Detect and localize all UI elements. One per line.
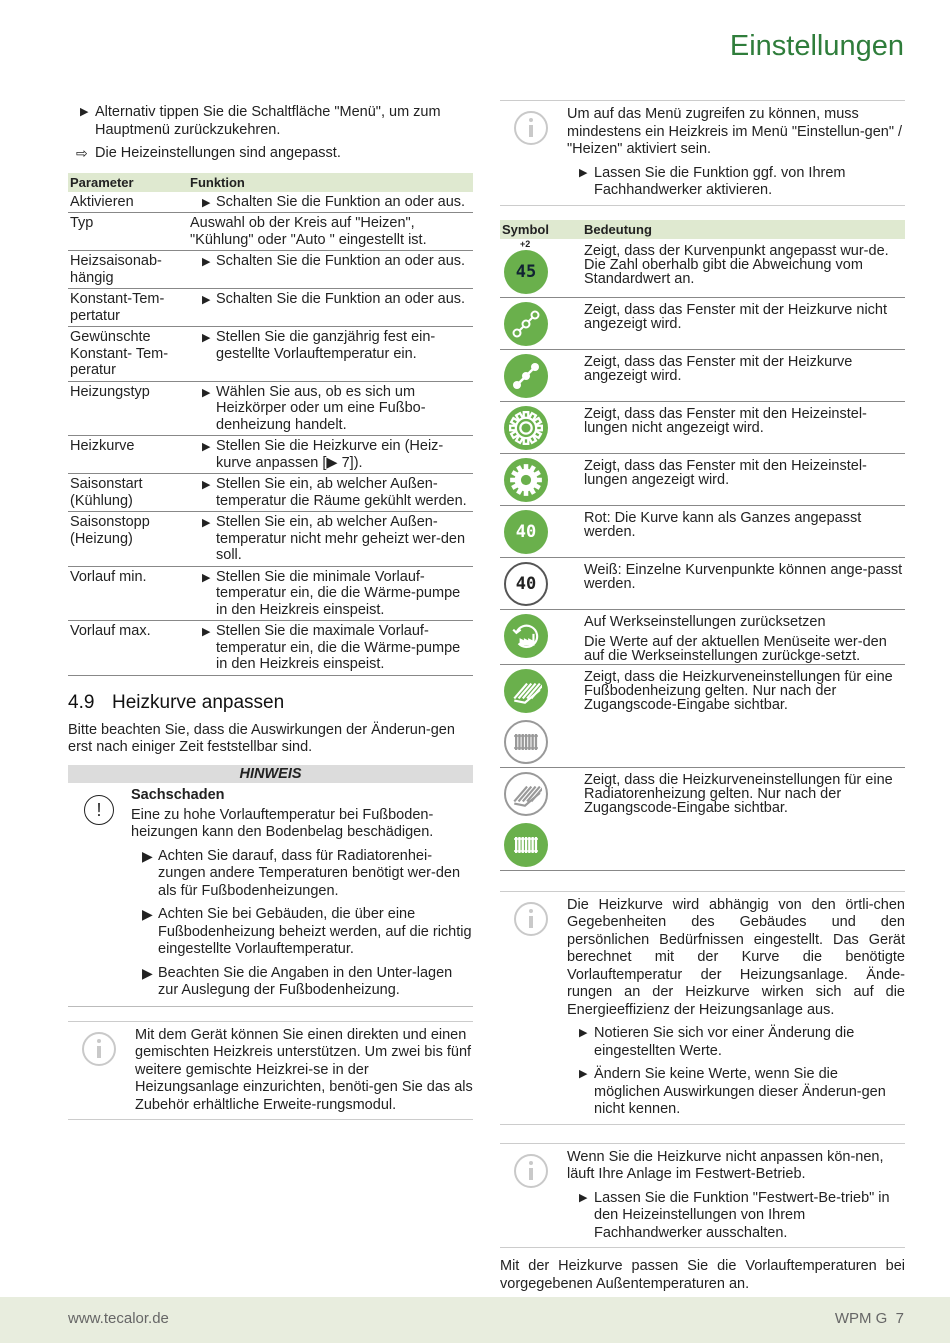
function-cell bbox=[188, 621, 473, 676]
function-bullet bbox=[190, 569, 471, 619]
triangle-bullet-icon: ▶ bbox=[202, 386, 211, 399]
triangle-bullet-icon: ▶ bbox=[202, 479, 211, 491]
curve-outline-icon bbox=[504, 302, 548, 346]
curve-point-icon bbox=[504, 250, 548, 294]
table-row bbox=[500, 505, 905, 557]
radiator-icon bbox=[504, 823, 548, 867]
symbol-table bbox=[500, 220, 905, 871]
info-icon bbox=[82, 1032, 116, 1066]
symbol-cell bbox=[500, 716, 582, 768]
function-cell bbox=[188, 474, 473, 512]
hinweis-box bbox=[68, 783, 473, 1007]
triangle-bullet-icon: ▶ bbox=[579, 1027, 588, 1039]
meaning-cell bbox=[582, 716, 905, 768]
table-row bbox=[68, 566, 473, 621]
symbol-cell bbox=[500, 664, 582, 716]
function-bullet bbox=[190, 253, 471, 270]
closing-text: Mit der Heizkurve passen Sie die Vorlauftemperaturen bei vorgegebenen Außentemperaturen an. bbox=[500, 1258, 905, 1292]
result-arrow-icon: ⇨ bbox=[76, 145, 88, 161]
white-40-icon bbox=[504, 562, 548, 606]
function-text: Schalten Sie die Funktion an oder aus. bbox=[216, 193, 466, 210]
info-bullet: ▶ Ändern Sie keine Werte, wenn Sie die möglichen Auswirkungen dieser Änderun-gen nicht kennen. bbox=[579, 1066, 886, 1117]
parameter-cell: Saisonstopp (Heizung) bbox=[68, 512, 188, 567]
parameter-cell: Vorlauf min. bbox=[68, 566, 188, 621]
gear-outline-icon bbox=[504, 406, 548, 450]
table-row bbox=[68, 381, 473, 436]
table-row bbox=[500, 297, 905, 349]
info-text: Um auf das Menü zugreifen zu können, muss mindestens ein Heizkreis im Menü "Einstellun-gen" / "Heizen" aktiviert sein. bbox=[567, 106, 903, 157]
meaning-text: Zeigt, dass das Fenster mit den Heizeinstel-lungen nicht angezeigt wird. bbox=[584, 405, 867, 436]
function-cell bbox=[188, 289, 473, 327]
table-row bbox=[500, 239, 905, 298]
symbol-cell bbox=[500, 453, 582, 505]
triangle-bullet-icon: ▶ bbox=[202, 256, 211, 268]
exclamation-icon: ! bbox=[84, 795, 114, 825]
symbol-cell bbox=[500, 609, 582, 664]
function-bullet bbox=[190, 291, 471, 308]
meaning-text: Zeigt, dass die Heizkurveneinstellungen für eine Fußbodenheizung gelten. Nur nach der Zugangscode-Eingabe sichtbar. bbox=[584, 668, 893, 713]
info-bullet: ▶ Lassen Sie die Funktion "Festwert-Be-trieb" in den Heizeinstellungen von Ihrem Fachhandwerker ausschalten. bbox=[579, 1189, 890, 1241]
parameter-cell: Heizungstyp bbox=[68, 381, 188, 436]
radiator-inactive-icon bbox=[504, 720, 548, 764]
meaning-text: Auf Werkseinstellungen zurücksetzen bbox=[584, 613, 826, 630]
meaning-cell bbox=[582, 297, 905, 349]
meaning-cell bbox=[582, 349, 905, 401]
info-text: Wenn Sie die Heizkurve nicht anpassen kön-nen, läuft Ihre Anlage im Festwert-Betrieb. bbox=[567, 1148, 884, 1182]
table-header-parameter: Parameter bbox=[68, 173, 188, 192]
table-row bbox=[68, 474, 473, 512]
triangle-bullet-icon: ▶ bbox=[202, 441, 211, 453]
function-text: Stellen Sie die ganzjährig fest ein-gestellte Vorlauftemperatur ein. bbox=[216, 329, 436, 362]
meaning-cell bbox=[582, 819, 905, 871]
parameter-cell: Heizkurve bbox=[68, 436, 188, 474]
function-bullet bbox=[190, 329, 471, 362]
parameter-cell: Vorlauf max. bbox=[68, 621, 188, 676]
function-cell bbox=[188, 436, 473, 474]
triangle-bullet-icon: ▶ bbox=[202, 517, 211, 529]
gear-filled-icon bbox=[504, 458, 548, 502]
footer bbox=[0, 1297, 950, 1343]
symbol-cell bbox=[500, 349, 582, 401]
meaning-cell bbox=[582, 767, 905, 819]
table-row bbox=[68, 512, 473, 567]
triangle-bullet-icon: ▶ bbox=[202, 196, 211, 209]
meaning-cell bbox=[582, 664, 905, 716]
triangle-bullet-icon: ▶ bbox=[142, 964, 153, 981]
meaning-cell bbox=[582, 401, 905, 453]
meaning-text: Zeigt, dass das Fenster mit der Heizkurve angezeigt wird. bbox=[584, 353, 853, 384]
section-text: Bitte beachten Sie, dass die Auswirkungen der Änderun-gen erst nach einiger Zeit feststellbar sind. bbox=[68, 721, 455, 755]
function-text: Stellen Sie die maximale Vorlauf-temperatur ein, die die Wärme-pumpe in den Heizkreis einspeist. bbox=[216, 623, 461, 672]
function-cell bbox=[188, 251, 473, 289]
table-header-bedeutung: Bedeutung bbox=[582, 220, 905, 239]
table-row bbox=[500, 349, 905, 401]
table-row bbox=[68, 213, 473, 251]
hinweis-bullet: ▶ Achten Sie darauf, dass für Radiatorenhei-zungen andere Temperaturen benötigt wer-den als für Fußbodenheizungen. bbox=[142, 847, 461, 899]
symbol-cell bbox=[500, 297, 582, 349]
function-cell bbox=[188, 381, 473, 436]
symbol-cell bbox=[500, 557, 582, 609]
triangle-bullet-icon: ▶ bbox=[80, 106, 89, 118]
function-text: Stellen Sie ein, ab welcher Außen-temperatur die Räume gekühlt werden. bbox=[216, 476, 467, 509]
function-cell bbox=[188, 327, 473, 382]
triangle-bullet-icon: ▶ bbox=[579, 166, 588, 179]
table-row bbox=[68, 327, 473, 382]
function-bullet bbox=[190, 194, 471, 211]
meaning-text-detail: Die Werte auf der aktuellen Menüseite wer-den auf die Werkseinstellungen zurückge-setzt. bbox=[584, 633, 887, 664]
meaning-cell bbox=[582, 557, 905, 609]
parameter-cell: Aktivieren bbox=[68, 192, 188, 213]
footer-page-info bbox=[835, 1310, 904, 1327]
section-heading bbox=[68, 692, 473, 714]
table-row bbox=[500, 716, 905, 768]
info-icon bbox=[514, 902, 548, 936]
table-row bbox=[68, 289, 473, 327]
symbol-number: 45 bbox=[515, 261, 537, 282]
parameter-cell: Heizsaisonab-hängig bbox=[68, 251, 188, 289]
function-text: Wählen Sie aus, ob es sich um Heizkörper oder um eine Fußbo-denheizung handelt. bbox=[216, 383, 426, 433]
function-text: Schalten Sie die Funktion an oder aus. bbox=[216, 253, 466, 269]
function-text: Schalten Sie die Funktion an oder aus. bbox=[216, 291, 466, 307]
table-row bbox=[68, 621, 473, 676]
factory-reset-icon bbox=[504, 614, 548, 658]
section-number: 4.9 bbox=[68, 691, 95, 713]
table-row bbox=[500, 557, 905, 609]
meaning-cell bbox=[582, 239, 905, 298]
page-title: Einstellungen bbox=[729, 30, 904, 62]
table-header-funktion: Funktion bbox=[188, 173, 473, 192]
intro-bullet: ▶ Alternativ tippen Sie die Schaltfläche "Menü", um zum Hauptmenü zurückzukehren. bbox=[80, 104, 441, 138]
info-box bbox=[68, 1021, 473, 1121]
function-bullet bbox=[190, 514, 471, 564]
parameter-cell: Konstant-Tem-pertatur bbox=[68, 289, 188, 327]
meaning-text: Rot: Die Kurve kann als Ganzes angepasst werden. bbox=[584, 509, 862, 540]
section-title: Heizkurve anpassen bbox=[112, 691, 285, 713]
parameter-table-body bbox=[68, 192, 473, 676]
footer-page-number: 7 bbox=[895, 1310, 904, 1327]
parameter-table bbox=[68, 173, 473, 676]
table-row bbox=[500, 664, 905, 716]
triangle-bullet-icon: ▶ bbox=[202, 294, 211, 306]
info-icon bbox=[514, 1154, 548, 1188]
floor-heating-icon bbox=[504, 669, 548, 713]
table-row bbox=[500, 767, 905, 819]
meaning-cell bbox=[582, 453, 905, 505]
meaning-text: Zeigt, dass die Heizkurveneinstellungen für eine Radiatorenheizung gelten. Nur nach der Zugangscode-Eingabe sichtbar. bbox=[584, 771, 893, 816]
meaning-text: Zeigt, dass der Kurvenpunkt angepasst wur-de. Die Zahl oberhalb gibt die Abweichung vom Standardwert an. bbox=[584, 242, 889, 287]
triangle-bullet-icon: ▶ bbox=[142, 847, 153, 864]
symbol-number: 40 bbox=[515, 573, 537, 594]
table-row bbox=[500, 453, 905, 505]
info-text: Die Heizkurve wird abhängig von den örtli-chen Gegebenheiten des Gebäudes und den persönlichen Bedürfnissen eingestellt. Das Gerät berechnet mit der Kurve die benötigte Vorlauftemperatur der Heizungsanlage. Ände-rungen an der Heizkurve wirken sich auf die Energieeffizienz der Heizungsanlage aus. bbox=[567, 896, 905, 1018]
red-40-icon bbox=[504, 510, 548, 554]
function-text: Stellen Sie ein, ab welcher Außen-temperatur nicht mehr geheizt wer-den soll. bbox=[216, 514, 466, 563]
info-box bbox=[500, 1143, 905, 1249]
function-bullet bbox=[190, 623, 471, 673]
hinweis-bullet: ▶ Achten Sie bei Gebäuden, die über eine Fußbodenheizung beheizt werden, auf die richtig eingestellte Vorlauftemperatur. bbox=[142, 906, 472, 957]
triangle-bullet-icon: ▶ bbox=[579, 1068, 588, 1080]
table-row bbox=[68, 251, 473, 289]
meaning-cell bbox=[582, 505, 905, 557]
footer-url[interactable]: www.tecalor.de bbox=[68, 1310, 169, 1327]
function-bullet bbox=[190, 476, 471, 509]
parameter-cell: Saisonstart (Kühlung) bbox=[68, 474, 188, 512]
left-column bbox=[68, 100, 473, 1120]
table-row bbox=[68, 192, 473, 213]
table-row bbox=[500, 819, 905, 871]
triangle-bullet-icon: ▶ bbox=[202, 332, 211, 344]
parameter-cell: Gewünschte Konstant- Tem-peratur bbox=[68, 327, 188, 382]
table-row bbox=[500, 401, 905, 453]
floor-heating-inactive-icon bbox=[504, 772, 548, 816]
info-text: Mit dem Gerät können Sie einen direkten und einen gemischten Heizkreis unterstützen. Um zwei bis fünf weitere gemischte Heizkrei-se in der Heizungsanlage einzurichten, benöti-gen Sie das als Zubehör erhältliche Erweite-rungsmodul. bbox=[135, 1026, 473, 1113]
symbol-cell bbox=[500, 505, 582, 557]
function-text: Stellen Sie die Heizkurve ein (Heiz-kurve anpassen [▶ 7]). bbox=[216, 438, 444, 471]
footer-product: WPM G bbox=[834, 1310, 888, 1327]
meaning-cell bbox=[582, 609, 905, 664]
triangle-bullet-icon: ▶ bbox=[142, 906, 153, 922]
function-cell bbox=[188, 512, 473, 567]
triangle-bullet-icon: ▶ bbox=[202, 626, 211, 638]
function-bullet bbox=[190, 438, 471, 471]
symbol-cell bbox=[500, 401, 582, 453]
result-line: ⇨ Die Heizeinstellungen sind angepasst. bbox=[76, 145, 341, 161]
info-bullet: ▶ Notieren Sie sich vor einer Änderung die eingestellten Werte. bbox=[579, 1025, 855, 1059]
parameter-cell: Typ bbox=[68, 213, 188, 251]
info-box bbox=[500, 891, 905, 1125]
hinweis-text: Eine zu hohe Vorlauftemperatur bei Fußboden-heizungen kann den Bodenbelag beschädigen. bbox=[131, 806, 434, 840]
function-text: Stellen Sie die minimale Vorlauf-temperatur ein, die die Wärme-pumpe in den Heizkreis einspeist. bbox=[216, 568, 461, 618]
symbol-cell bbox=[500, 239, 582, 298]
info-box bbox=[500, 100, 905, 206]
table-row bbox=[500, 609, 905, 664]
curve-filled-icon bbox=[504, 354, 548, 398]
meaning-text: Zeigt, dass das Fenster mit der Heizkurve nicht angezeigt wird. bbox=[584, 301, 888, 332]
info-icon bbox=[514, 111, 548, 145]
meaning-text: Zeigt, dass das Fenster mit den Heizeinstel-lungen angezeigt wird. bbox=[584, 457, 867, 488]
function-bullet bbox=[190, 384, 471, 434]
function-cell: Auswahl ob der Kreis auf "Heizen", "Kühlung" oder "Auto " eingestellt ist. bbox=[188, 213, 473, 251]
symbol-cell bbox=[500, 819, 582, 871]
function-cell bbox=[188, 192, 473, 213]
hinweis-title: Sachschaden bbox=[131, 786, 225, 803]
triangle-bullet-icon: ▶ bbox=[579, 1191, 588, 1204]
symbol-number: 40 bbox=[515, 521, 537, 542]
symbol-cell bbox=[500, 767, 582, 819]
function-cell bbox=[188, 566, 473, 621]
info-bullet: ▶ Lassen Sie die Funktion ggf. von Ihrem Fachhandwerker aktivieren. bbox=[579, 164, 846, 198]
hinweis-bullet: ▶ Beachten Sie die Angaben in den Unter-lagen zur Auslegung der Fußbodenheizung. bbox=[142, 964, 453, 998]
deviation-label: +2 bbox=[520, 238, 531, 249]
table-header-symbol: Symbol bbox=[500, 220, 582, 239]
right-column bbox=[500, 100, 905, 1293]
meaning-text: Weiß: Einzelne Kurvenpunkte können ange-passt werden. bbox=[584, 561, 903, 592]
triangle-bullet-icon: ▶ bbox=[202, 571, 211, 584]
symbol-table-body bbox=[500, 239, 905, 871]
table-row bbox=[68, 436, 473, 474]
hinweis-bar: HINWEIS bbox=[68, 765, 473, 783]
